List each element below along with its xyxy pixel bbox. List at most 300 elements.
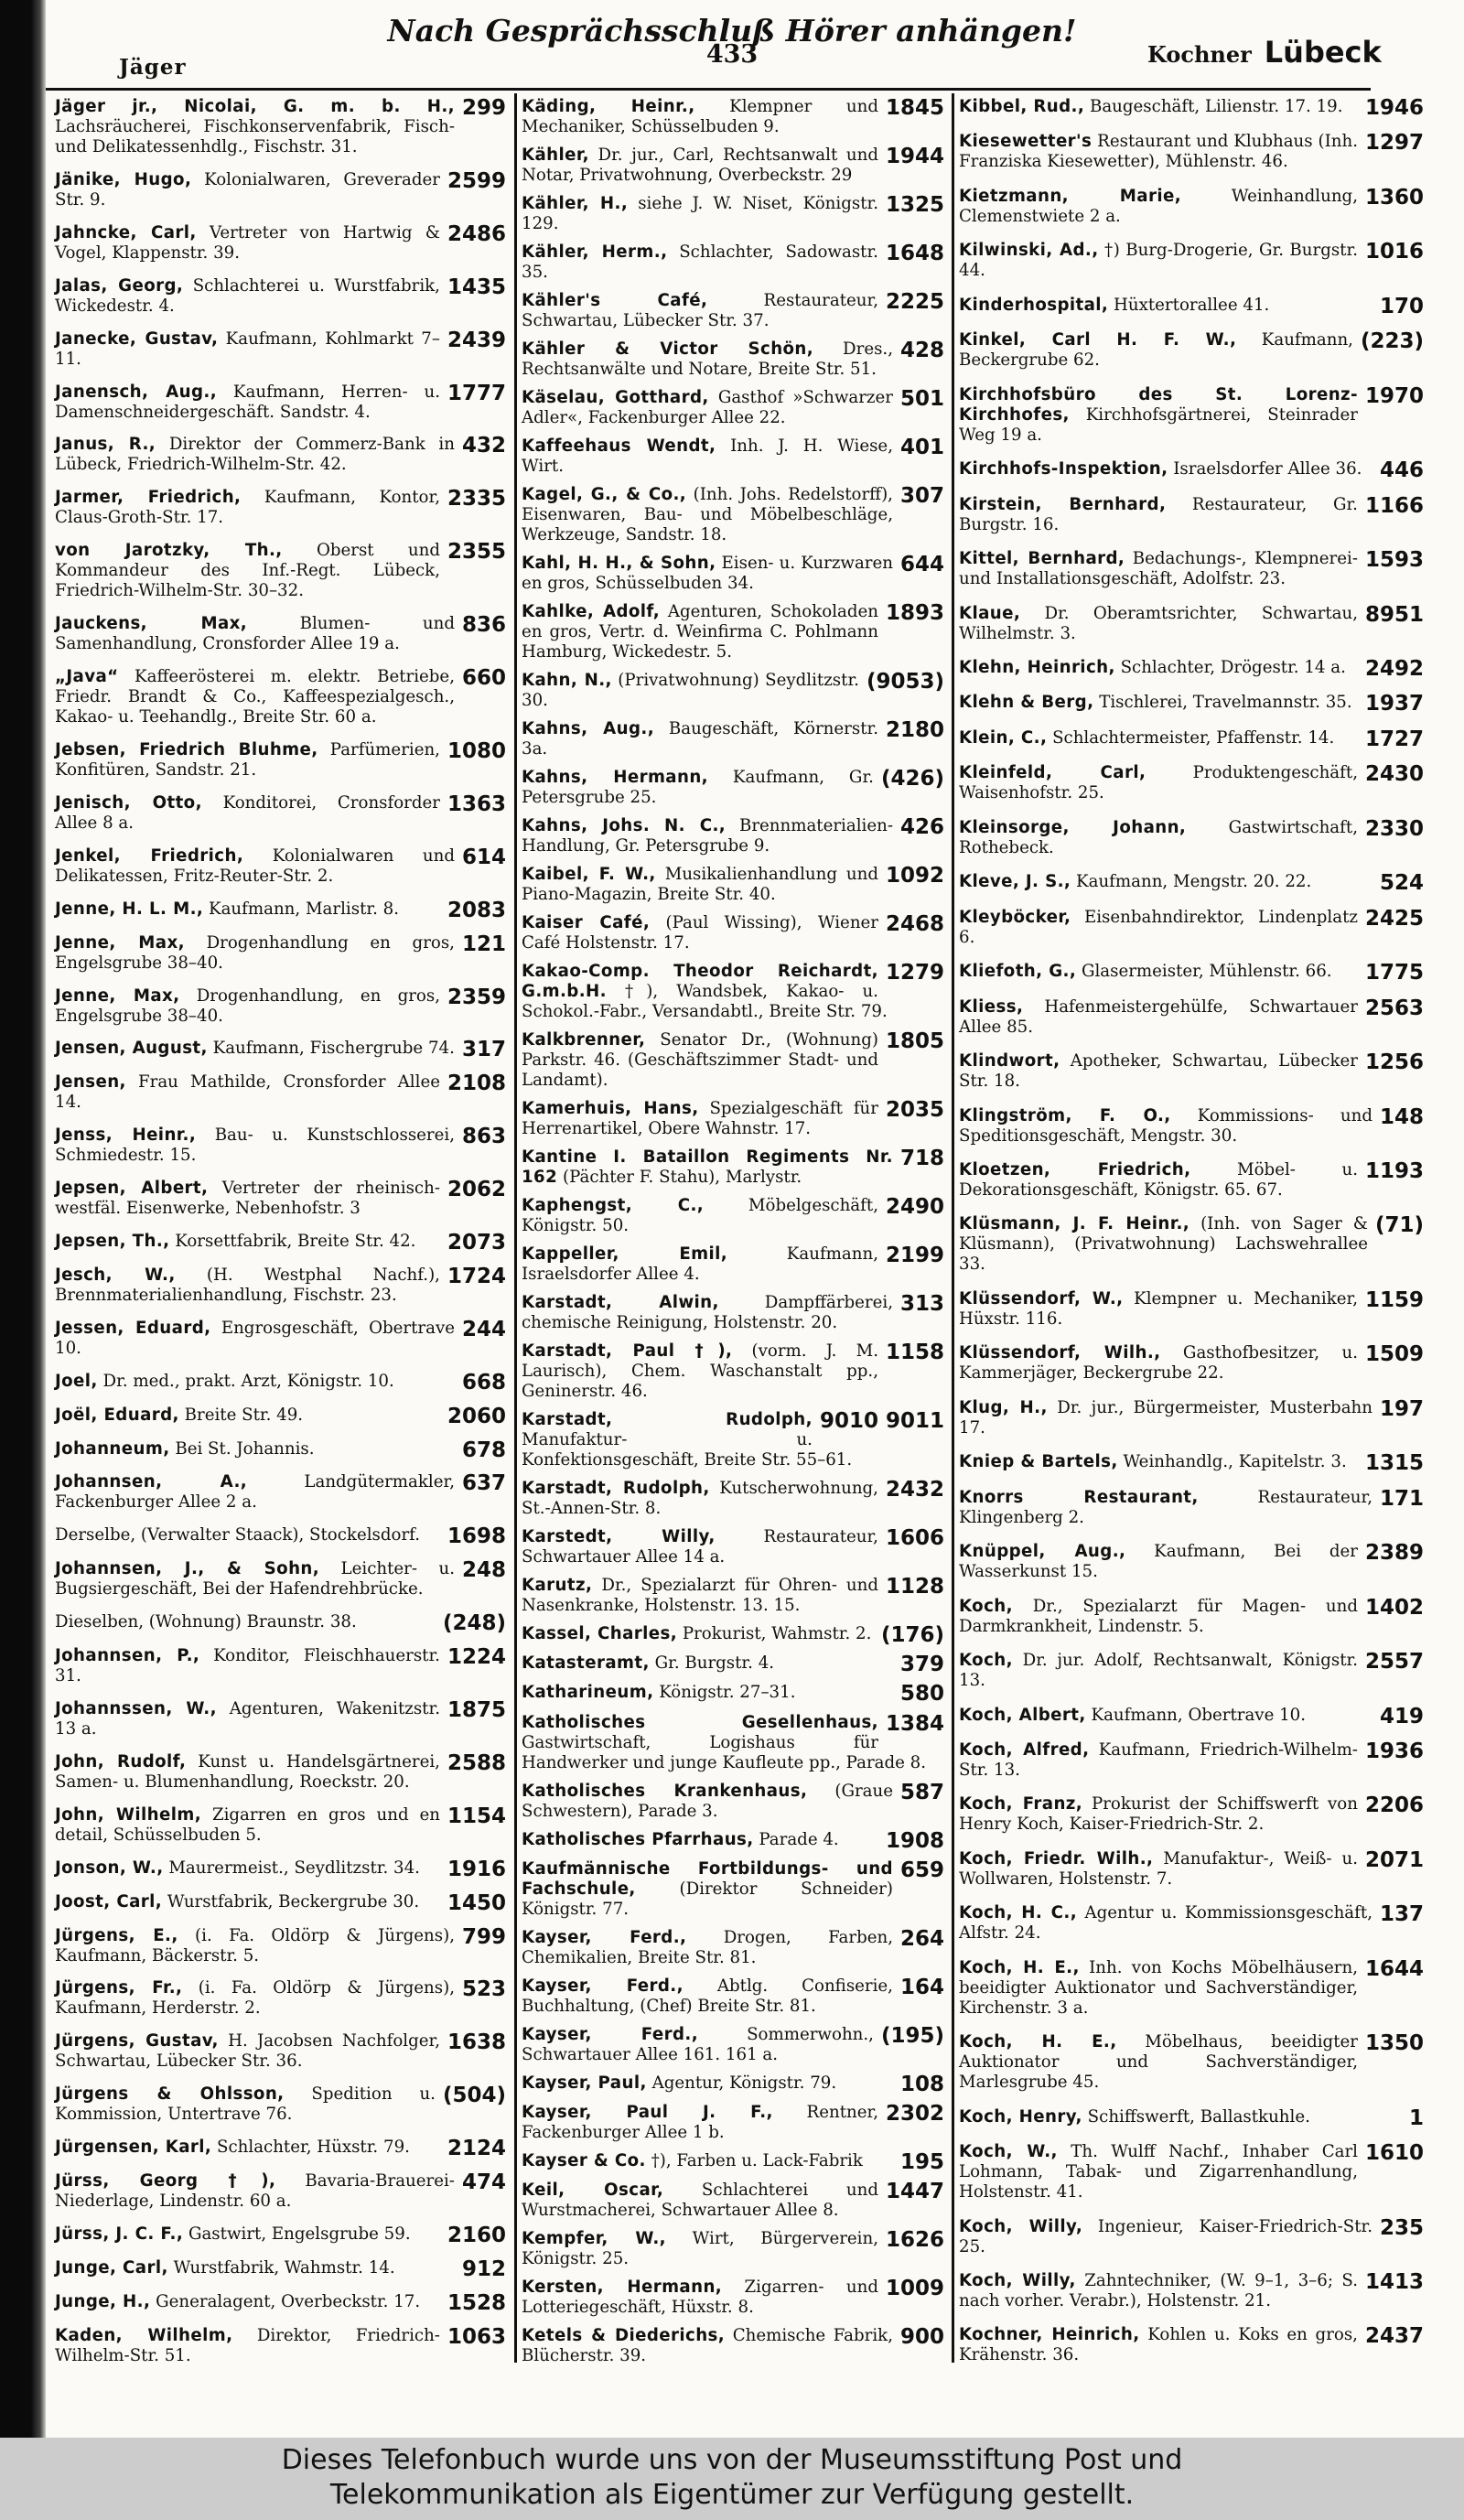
directory-entry (959, 1958, 1424, 2019)
entry-details: Spezialgeschäft für Herrenartikel, Obere Wahnstr. 17. (522, 1099, 878, 1139)
entry-details: †), Wandsbek, Kakao- u. Schokol.-Fabr., Versandabtl., Breite Str. 79. (522, 982, 888, 1022)
subscriber-name: Jürgens, E., (55, 1925, 178, 1945)
directory-entry (55, 1265, 506, 1306)
directory-entry (55, 2171, 506, 2212)
phone-number: 660 (461, 666, 506, 691)
subscriber-name: Kayser, Paul, (522, 2073, 647, 2093)
subscriber-name: Klingström, F. O., (959, 1105, 1171, 1125)
directory-entry (55, 1072, 506, 1113)
phone-number: 2437 (1364, 2324, 1424, 2349)
entry-details: Kolonialwaren und Delikatessen, Fritz-Reuter-Str. 2. (55, 845, 455, 886)
entry-details: (Inh. von Sager & Klüsmann), (Privatwohnung) Lachswehrallee 33. (959, 1214, 1368, 1275)
directory-entry (959, 908, 1424, 948)
subscriber-name: Jenss, Heinr., (55, 1125, 197, 1146)
directory-entry (55, 2031, 506, 2072)
directory-entry (959, 1903, 1424, 1944)
subscriber-name: Klaue, (959, 603, 1021, 623)
directory-entry (55, 488, 506, 528)
phone-number: 2588 (447, 1750, 506, 1775)
directory-entry (522, 1976, 944, 2017)
entry-details: Baugeschäft, Lilienstr. 17. 19. (1089, 97, 1343, 116)
directory-entry (522, 2025, 944, 2065)
entry-details: Produktengeschäft, Waisenhofstr. 25. (959, 763, 1358, 803)
subscriber-name: Klehn & Berg, (959, 693, 1094, 713)
directory-entry (55, 1319, 506, 1359)
subscriber-name: Jürgensen, Karl, (55, 2138, 212, 2158)
entry-details: Baugeschäft, Körnerstr. 3a. (522, 719, 878, 759)
phone-number: 1435 (447, 275, 506, 299)
phone-number: 1937 (1364, 692, 1424, 716)
entry-details: Chemische Fabrik, Blücherstr. 39. (522, 2325, 893, 2365)
directory-entry (959, 296, 1424, 317)
phone-number: 2083 (447, 898, 506, 922)
entry-details: Gasthofbesitzer, u. Kammerjäger, Beckergrube 22. (959, 1343, 1358, 1384)
directory-entry (522, 2326, 944, 2366)
directory-entry (959, 1106, 1424, 1147)
directory-entry (55, 170, 506, 210)
directory-entry (55, 1179, 506, 1219)
running-head-right (1147, 35, 1382, 70)
entry-details: Weinhandlung, Clemenstwiete 2 a. (959, 186, 1358, 226)
phone-number: 1946 (1364, 96, 1424, 120)
directory-entry (522, 97, 944, 137)
phone-number: 1158 (885, 1341, 944, 1365)
phone-number: 659 (899, 1858, 944, 1882)
phone-number: 637 (461, 1471, 506, 1496)
phone-number: 1610 (1364, 2141, 1424, 2166)
subscriber-name: Koch, (959, 1596, 1013, 1616)
directory-entry (55, 97, 506, 157)
phone-number: 1256 (1364, 1050, 1424, 1075)
subscriber-name: Kamerhuis, Hans, (522, 1099, 699, 1119)
subscriber-name: Kniep & Bartels, (959, 1452, 1118, 1472)
entry-details: Generalagent, Overbeckstr. 17. (156, 2291, 421, 2311)
subscriber-name: Jesch, W., (55, 1265, 176, 1285)
phone-number: 1936 (1364, 1739, 1424, 1763)
subscriber-name: Junge, H., (55, 2291, 151, 2311)
phone-number: 1325 (885, 193, 944, 218)
phone-number: 580 (899, 1682, 944, 1707)
entry-details: Schlachtermeister, Pfaffenstr. 14. (1052, 727, 1335, 748)
directory-entry (959, 1214, 1424, 1275)
directory-entry (959, 1542, 1424, 1582)
subscriber-name: Jessen, Eduard, (55, 1318, 211, 1338)
entry-details: (Paul Wissing), Wiener Café Holstenstr. 17. (522, 913, 878, 953)
subscriber-name: Kaffeehaus Wendt, (522, 436, 716, 457)
phone-number: 2432 (885, 1478, 944, 1502)
entry-details: Hüxtertorallee 41. (1114, 295, 1270, 315)
directory-entry (522, 1859, 944, 1920)
entry-details: Direktor, Friedrich-Wilhelm-Str. 51. (55, 2325, 440, 2365)
entry-details: (H. Westphal Nachf.), Brennmaterialienhandlung, Fischstr. 23. (55, 1265, 440, 1305)
directory-entry (959, 458, 1424, 483)
phone-number: 912 (461, 2256, 506, 2281)
phone-number: 1648 (885, 242, 944, 266)
entry-list (959, 97, 1424, 2366)
entry-details: siehe J. W. Niset, Königstr. 129. (522, 194, 878, 234)
entry-details: †) Burg-Drogerie, Gr. Burgstr. 44. (959, 241, 1358, 281)
phone-number: 428 (899, 339, 944, 363)
entry-details: Korsettfabrik, Breite Str. 42. (175, 1232, 416, 1252)
entry-list (522, 97, 944, 2366)
entry-details: (Privatwohnung) Seydlitzstr. 30. (522, 671, 859, 711)
entry-details: Kaufmann, Israelsdorfer Allee 4. (522, 1244, 878, 1285)
phone-number: 195 (899, 2149, 944, 2174)
subscriber-name: Klüsmann, J. F. Heinr., (959, 1214, 1190, 1234)
entry-details: Tischlerei, Travelmannstr. 35. (1099, 693, 1352, 713)
directory-entry (55, 1524, 506, 1549)
directory-entry (959, 495, 1424, 535)
subscriber-name: Johannsen, A., (55, 1472, 248, 1492)
phone-number: 1297 (1364, 131, 1424, 156)
phone-number: 108 (899, 2072, 944, 2096)
phone-number: 2490 (885, 1195, 944, 1220)
entry-details: Breite Str. 49. (184, 1405, 304, 1425)
phone-number: (426) (880, 767, 944, 792)
directory-entry (959, 132, 1424, 172)
phone-number: 1360 (1364, 185, 1424, 210)
phone-number: 2430 (1364, 762, 1424, 787)
entry-details: Restaurateur, Schwartauer Allee 14 a. (522, 1527, 878, 1567)
directory-entry (959, 241, 1424, 281)
directory-entry (522, 1099, 944, 1139)
subscriber-name: Kahlke, Adolf, (522, 602, 661, 622)
entry-details: Lachsräucherei, Fischkonservenfabrik, Fisch- und Delikatessenhdlg., Fischstr. 31. (55, 117, 455, 156)
phone-number: 2557 (1364, 1650, 1424, 1675)
subscriber-name: Jürss, Georg †), (55, 2171, 276, 2192)
entry-details: Schlachter, Sadowastr. 35. (522, 242, 878, 283)
subscriber-name: Kempfer, W., (522, 2228, 666, 2248)
directory-entry (522, 816, 944, 856)
subscriber-name: Koch, H. E., (959, 2032, 1117, 2052)
subscriber-name: Kirchhofsbüro des St. Lorenz-Kirchhofes, (959, 384, 1358, 425)
directory-entry (959, 604, 1424, 644)
subscriber-name: Klein, C., (959, 727, 1048, 748)
directory-entry (522, 1527, 944, 1567)
directory-entry (522, 768, 944, 808)
entry-details: Gastwirtschaft, Rothebeck. (959, 817, 1358, 857)
entry-details: Kutscherwohnung, St.-Annen-Str. 8. (522, 1479, 878, 1519)
phone-number: 1154 (447, 1804, 506, 1828)
directory-entry (959, 2271, 1424, 2311)
directory-entry (522, 719, 944, 759)
directory-entry (522, 1682, 944, 1707)
entry-details: Manufaktur-, Weiß- u. Wollwaren, Holstenstr. 7. (959, 1848, 1358, 1889)
phone-number: 2389 (1364, 1541, 1424, 1566)
phone-number: 9010 9011 (819, 1409, 944, 1434)
phone-number: 1916 (447, 1857, 506, 1881)
directory-entry (522, 1479, 944, 1519)
phone-number: 1875 (447, 1698, 506, 1722)
entry-details: Kaufmann, Gr. Petersgrube 25. (522, 768, 874, 808)
directory-entry (959, 2107, 1424, 2128)
directory-entry (55, 1926, 506, 1966)
entry-details: Schlachter, Hüxstr. 79. (217, 2138, 410, 2158)
directory-entry (522, 1623, 944, 1648)
phone-number: 2073 (447, 1231, 506, 1255)
subscriber-name: Jarmer, Friedrich, (55, 488, 242, 508)
directory-entry (522, 485, 944, 545)
entry-details: (Pächter F. Stahu), Marlystr. (562, 1168, 802, 1188)
phone-number: 2302 (885, 2101, 944, 2126)
subscriber-name: Jenne, Max, (55, 985, 180, 1006)
phone-number: 2060 (447, 1404, 506, 1428)
directory-entry (55, 1858, 506, 1879)
running-head-left: Jäger (119, 55, 187, 80)
subscriber-name: Käding, Heinr., (522, 97, 695, 116)
entry-details: Ingenieur, Kaiser-Friedrich-Str. 25. (959, 2216, 1372, 2256)
subscriber-name: John, Wilhelm, (55, 1804, 202, 1825)
subscriber-name: Kloetzen, Friedrich, (959, 1159, 1191, 1179)
entry-details: Restaurateur, Schwartau, Lübecker Str. 37. (522, 291, 878, 331)
entry-details: Wurstfabrik, Wahmstr. 14. (173, 2257, 395, 2278)
entry-details: Klempner und Mechaniker, Schüsselbuden 9. (522, 97, 878, 136)
entry-details: Drogen, Farben, Chemikalien, Breite Str. 81. (522, 1927, 893, 1967)
phone-number: 1315 (1364, 1451, 1424, 1476)
phone-number: 1450 (447, 1890, 506, 1915)
subscriber-name: Kähler, Herm., (522, 242, 668, 263)
entry-list (55, 97, 506, 2366)
phone-number: 863 (461, 1125, 506, 1149)
directory-entry (522, 913, 944, 953)
phone-number: 2492 (1364, 656, 1424, 681)
subscriber-name: Kähler's Café, (522, 291, 708, 311)
phone-number: 678 (461, 1438, 506, 1462)
subscriber-name: Jahncke, Carl, (55, 222, 197, 242)
entry-details: Blumen- und Samenhandlung, Cronsforder Allee 19 a. (55, 614, 455, 654)
phone-number: 1092 (885, 864, 944, 888)
entry-details: Israelsdorfer Allee 36. (1173, 459, 1362, 479)
entry-details: Dieselben, (Wohnung) Braunstr. 38. (55, 1612, 357, 1632)
subscriber-name: Jalas, Georg, (55, 275, 184, 296)
entry-details: Vertreter der rheinisch-westfäl. Eisenwerke, Nebenhofstr. 3 (55, 1179, 440, 1219)
directory-entry (522, 2229, 944, 2269)
subscriber-name: Klehn, Heinrich, (959, 657, 1115, 677)
directory-entry (959, 962, 1424, 983)
subscriber-name: Klüssendorf, W., (959, 1288, 1124, 1308)
entry-details: Kirchhofsgärtnerei, Steinrader Weg 19 a. (959, 404, 1358, 445)
listing-column-1 (55, 97, 506, 2366)
phone-number: (195) (880, 2023, 944, 2048)
phone-number: 379 (899, 1653, 944, 1677)
entry-details: Engrosgeschäft, Obertrave 10. (55, 1318, 455, 1358)
subscriber-name: Kersten, Hermann, (522, 2277, 723, 2297)
entry-details: (Graue Schwestern), Parade 3. (522, 1781, 893, 1821)
directory-entry (959, 1451, 1424, 1476)
subscriber-name: Joël, Eduard, (55, 1405, 179, 1425)
listing-column-2 (522, 97, 944, 2366)
subscriber-name: Jürgens, Gustav, (55, 2031, 219, 2052)
phone-number: 244 (461, 1317, 506, 1341)
phone-number: 1363 (447, 792, 506, 816)
phone-number: 2425 (1364, 906, 1424, 931)
directory-entry (55, 1472, 506, 1513)
directory-entry (522, 1196, 944, 1236)
entry-details: Restaurateur, Klingenberg 2. (959, 1487, 1372, 1527)
subscriber-name: Kayser & Co. (522, 2150, 646, 2170)
phone-number: 164 (899, 1975, 944, 1999)
entry-details: Bau- u. Kunstschlosserei, Schmiedestr. 15. (55, 1125, 455, 1166)
phone-number: (504) (442, 2084, 506, 2108)
phone-number: 2062 (447, 1178, 506, 1202)
subscriber-name: Koch, Willy, (959, 2271, 1076, 2291)
entry-details: (Inh. Johs. Redelstorff), Eisenwaren, Bau- und Möbelbeschläge, Werkzeuge, Sandstr. 18. (522, 485, 893, 545)
entry-details: Kolonialwaren, Greverader Str. 9. (55, 169, 440, 210)
directory-entry (55, 899, 506, 921)
phone-number: 1970 (1364, 383, 1424, 408)
subscriber-name: Katholisches Pfarrhaus, (522, 1829, 754, 1849)
phone-number: 1509 (1364, 1342, 1424, 1367)
subscriber-name: Kayser, Ferd., (522, 1927, 687, 1947)
subscriber-name: Kietzmann, Marie, (959, 186, 1182, 206)
phone-number: 8951 (1364, 602, 1424, 627)
phone-number: 2330 (1364, 816, 1424, 841)
directory-entry (959, 1289, 1424, 1330)
phone-number: 197 (1379, 1396, 1424, 1421)
directory-entry (959, 1706, 1424, 1727)
subscriber-name: Katharineum, (522, 1683, 654, 1703)
directory-entry (522, 436, 944, 477)
subscriber-name: Kassel, Charles, (522, 1624, 678, 1644)
entry-details: Hafenmeistergehülfe, Schwartauer Allee 85. (959, 996, 1358, 1037)
directory-entry (959, 693, 1424, 714)
entry-details: Derselbe, (Verwalter Staack), Stockelsdorf. (55, 1525, 421, 1545)
subscriber-name: Janensch, Aug., (55, 382, 218, 402)
phone-number: 1016 (1364, 240, 1424, 264)
directory-entry (55, 2084, 506, 2125)
directory-entry (55, 223, 506, 264)
phone-number: 1447 (885, 2179, 944, 2203)
phone-number: 235 (1379, 2215, 1424, 2240)
subscriber-name: Kochner, Heinrich, (959, 2325, 1140, 2345)
phone-number: 1777 (447, 381, 506, 405)
subscriber-name: Jauckens, Max, (55, 614, 248, 634)
subscriber-name: Kilwinski, Ad., (959, 241, 1099, 261)
subscriber-name: Karstadt, Rudolph, (522, 1479, 710, 1499)
phone-number: 1159 (1364, 1287, 1424, 1312)
directory-entry (522, 2151, 944, 2172)
subscriber-name: Kinkel, Carl H. F. W., (959, 330, 1237, 350)
directory-entry (55, 2326, 506, 2366)
directory-entry (55, 1892, 506, 1913)
entry-details: Parfümerien, Konfitüren, Sandstr. 21. (55, 739, 440, 780)
entry-details: Parade 4. (759, 1829, 839, 1849)
directory-entry (55, 614, 506, 654)
directory-entry (522, 1782, 944, 1822)
phone-number: (9053) (866, 670, 944, 695)
directory-entry (55, 1125, 506, 1166)
directory-entry (55, 667, 506, 727)
subscriber-name: Kliefoth, G., (959, 962, 1077, 982)
entry-details: Kaufmann, Obertrave 10. (1091, 1705, 1307, 1725)
entry-details: Th. Wulff Nachf., Inhaber Carl Lohmann, Tabak- und Zigarrenhandlung, Holstenstr. 41. (959, 2142, 1358, 2202)
entry-details: Kaufmann, Friedrich-Wilhelm-Str. 13. (959, 1739, 1358, 1780)
phone-number: 474 (461, 2170, 506, 2195)
directory-entry (522, 2278, 944, 2318)
subscriber-name: Jenne, Max, (55, 932, 185, 953)
directory-entry (522, 1030, 944, 1091)
directory-entry (959, 2217, 1424, 2257)
entry-details: Kaufmann, Kontor, Claus-Groth-Str. 17. (55, 488, 440, 528)
directory-entry (522, 242, 944, 283)
directory-entry (55, 1699, 506, 1739)
subscriber-name: Käselau, Gotthard, (522, 388, 709, 408)
phone-number: 121 (461, 932, 506, 956)
entry-details: Kohlen u. Koks en gros, Krähenstr. 36. (959, 2325, 1358, 2365)
subscriber-name: Knorrs Restaurant, (959, 1487, 1199, 1507)
subscriber-name: Jebsen, Friedrich Bluhme, (55, 739, 318, 759)
subscriber-name: Johanneum, (55, 1438, 170, 1459)
phone-number: 446 (1379, 458, 1424, 483)
subscriber-name: Jäger jr., Nicolai, G. m. b. H., (55, 97, 455, 116)
directory-entry (959, 385, 1424, 446)
directory-entry (522, 388, 944, 428)
directory-entry (959, 1488, 1424, 1528)
phone-number: 1224 (447, 1645, 506, 1670)
notice-line: Dieses Telefonbuch wurde uns von der Museumsstiftung Post und (281, 2444, 1183, 2476)
directory-entry (959, 763, 1424, 803)
subscriber-name: Klug, H., (959, 1397, 1048, 1417)
directory-entry (959, 871, 1424, 896)
entry-details: Leichter- u. Bugsiergeschäft, Bei der Hafendrehbrücke. (55, 1559, 455, 1599)
directory-entry (959, 1794, 1424, 1835)
entry-details: Schlachterei u. Wurstfabrik, Wickedestr. 4. (55, 275, 440, 316)
entry-details: Dampffärberei, chemische Reinigung, Holstenstr. 20. (522, 1293, 893, 1333)
directory-entry (959, 1651, 1424, 1691)
directory-entry (522, 1147, 944, 1188)
subscriber-name: Janus, R., (55, 435, 156, 455)
phone-number: 501 (899, 387, 944, 412)
phone-number: 1775 (1364, 961, 1424, 985)
subscriber-name: Koch, Henry, (959, 2106, 1082, 2127)
phone-number: 1593 (1364, 548, 1424, 573)
subscriber-name: Kleinsorge, Johann, (959, 817, 1187, 837)
subscriber-name: Jenne, H. L. M., (55, 899, 204, 919)
phone-number: 799 (461, 1924, 506, 1949)
phone-number: 2563 (1364, 996, 1424, 1020)
phone-number: 1402 (1364, 1595, 1424, 1620)
subscriber-name: Kayser, Paul J. F., (522, 2102, 773, 2122)
phone-number: 1279 (885, 961, 944, 985)
entry-details: Schiffswerft, Ballastkuhle. (1087, 2106, 1310, 2127)
subscriber-name: Koch, Franz, (959, 1794, 1083, 1815)
directory-entry (55, 846, 506, 887)
directory-entry (522, 1244, 944, 1285)
entry-details: Kaufmann, Herren- u. Damenschneidergeschäft. Sandstr. 4. (55, 382, 440, 422)
phone-number: 1166 (1364, 493, 1424, 518)
page-banner: Nach Gesprächsschluß Hörer anhängen! (387, 13, 1077, 48)
directory-entry (522, 1293, 944, 1333)
directory-entry (55, 1405, 506, 1427)
phone-number: 2486 (447, 221, 506, 246)
entry-details: Brennmaterialien-Handlung, Gr. Petersgrube 9. (522, 816, 893, 856)
phone-number: 1944 (885, 145, 944, 169)
entry-details: (i. Fa. Oldörp & Jürgens), Kaufmann, Herderstr. 2. (55, 1978, 455, 2019)
entry-details: (Direktor Schneider) Königstr. 77. (522, 1879, 893, 1919)
subscriber-name: Johannsen, P., (55, 1646, 200, 1666)
phone-number: (176) (880, 1623, 944, 1648)
phone-number: 614 (461, 845, 506, 869)
phone-number: 2335 (447, 487, 506, 512)
directory-entry (522, 602, 944, 662)
directory-entry (55, 986, 506, 1027)
subscriber-name: Jenisch, Otto, (55, 792, 202, 813)
phone-number: (71) (1374, 1213, 1424, 1238)
directory-entry (959, 1740, 1424, 1781)
subscriber-name: Koch, W., (959, 2142, 1058, 2162)
ownership-notice (0, 2438, 1464, 2520)
phone-number: 2439 (447, 328, 506, 352)
